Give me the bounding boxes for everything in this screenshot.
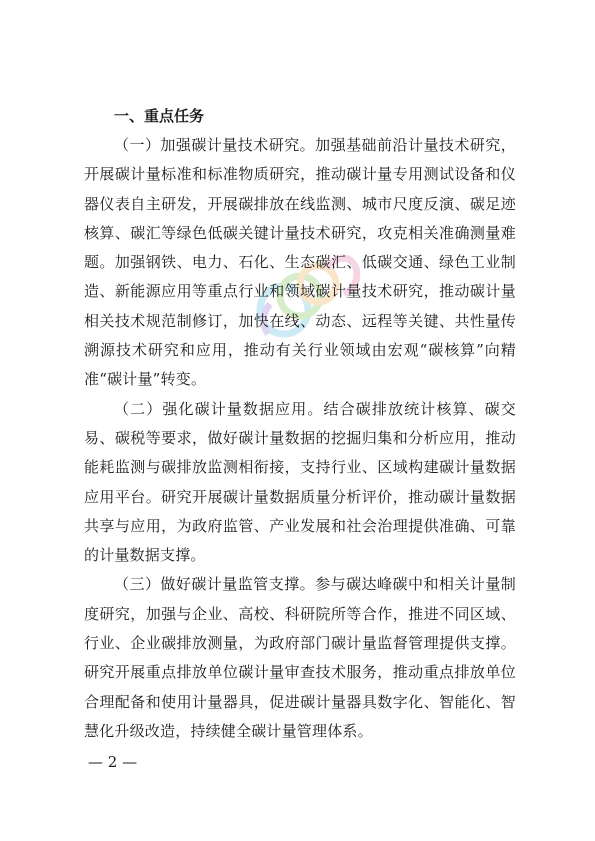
- paragraph-carbon-tech-research: （一）加强碳计量技术研究。加强基础前沿计量技术研究，开展碳计量标准和标准物质研究，推动碳计量专用测试设备和仪器仪表自主研发，开展碳排放在线监测、城市尺度反演、碳足迹核算、碳汇等绿色低碳关键计量技术研究，攻克相关准确测量难题。加强钢铁、电力、石化、生态碳汇、低碳交通、绿色工业制造、新能源应用等重点行业和领域碳计量技术研究，推动碳计量相关技术规范制修订，加快在线、动态、远程等关键、共性量传溯源技术研究和应用，推动有关行业领域由宏观“碳核算”向精准“碳计量”转变。: [84, 136, 516, 389]
- paragraph-carbon-supervision-support: （三）做好碳计量监管支撑。参与碳达峰碳中和相关计量制度研究，加强与企业、高校、科研院所等合作，推进不同区域、行业、企业碳排放测量，为政府部门碳计量监督管理提供支撑。研究开展重点排放单位碳计量审查技术服务，推动重点排放单位合理配备和使用计量器具，促进碳计量器具数字化、智能化、智慧化升级改造，持续健全碳计量管理体系。: [84, 575, 516, 740]
- section-heading: 一、重点任务: [114, 107, 205, 125]
- paragraph-carbon-data-application: （二）强化碳计量数据应用。结合碳排放统计核算、碳交易、碳税等要求，做好碳计量数据的挖掘归集和分析应用，推动能耗监测与碳排放监测相衔接，支持行业、区域构建碳计量数据应用平台。研究开展碳计量数据质量分析评价，推动碳计量数据共享与应用，为政府监管、产业发展和社会治理提供准确、可靠的计量数据支撑。: [84, 399, 516, 565]
- main-content: [84, 102, 516, 746]
- page-number: — 2 —: [88, 753, 138, 771]
